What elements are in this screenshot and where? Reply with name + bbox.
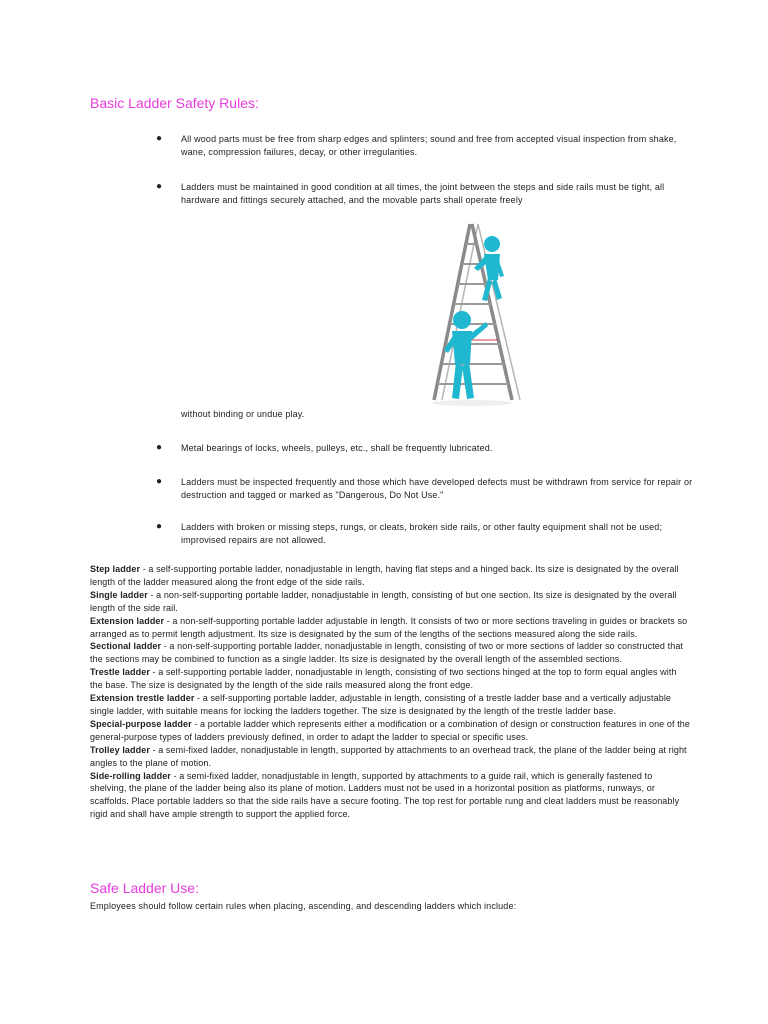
definition-paragraph — [90, 640, 690, 666]
section-heading-safe-use: Safe Ladder Use: — [90, 880, 199, 896]
definition-paragraph — [90, 770, 690, 822]
bullet-text: Ladders must be inspected frequently and those which have developed defects must be withdrawn from service for repair or destruction and tagged or marked as "Dangerous, Do Not Use." — [181, 477, 693, 500]
definition-text: - a self-supporting portable ladder, nonadjustable in length, consisting of two sections hinged at the top to form equal angles with the base. The size is designated by the length of the side rails measured along the front edge. — [90, 667, 677, 691]
definition-text: - a non-self-supporting portable ladder, nonadjustable in length, consisting of two or more sections of ladder so constructed that the sections may be combined to function as a single ladder. Its size is designated by the overall length of the assembled sections. — [90, 641, 684, 665]
definition-paragraph — [90, 615, 690, 641]
bullet-icon: ● — [156, 133, 163, 144]
list-item — [150, 521, 695, 546]
bullet-text: Metal bearings of locks, wheels, pulleys, etc., shall be frequently lubricated. — [181, 443, 493, 453]
definition-term: Single ladder — [90, 589, 148, 600]
definition-paragraph — [90, 563, 690, 589]
bullet-text: All wood parts must be free from sharp edges and splinters; sound and free from accepted visual inspection from shake, wane, compression failures, decay, or other irregularities. — [181, 134, 677, 157]
definition-term: Step ladder — [90, 564, 141, 574]
definition-text: - a non-self-supporting portable ladder adjustable in length. It consists of two or more sections traveling in guides or brackets so arranged as to permit length adjustment. Its size is designated by the sum of the lengths of the sections measured along the side rails. — [90, 615, 688, 639]
definition-term: Trestle ladder — [90, 667, 150, 678]
section-heading-rules: Basic Ladder Safety Rules: — [90, 95, 259, 111]
bullet-text: Ladders with broken or missing steps, rungs, or cleats, broken side rails, or other faulty equipment shall not be used; improvised repairs are not allowed. — [181, 522, 663, 545]
list-item — [150, 442, 695, 455]
definition-term: Extension ladder — [90, 615, 165, 626]
definition-text: - a portable ladder which represents either a modification or a combination of design or construction features in one of the general-purpose types of ladders previously defined, in order to adapt the ladder to special or specific uses. — [90, 718, 691, 742]
definition-paragraph — [90, 718, 690, 744]
list-item — [150, 476, 695, 501]
definition-paragraph — [90, 666, 690, 692]
bullet-icon: ● — [156, 442, 163, 453]
definition-text: - a semi-fixed ladder, nonadjustable in length, supported by attachments to a guide rail, which is generally fastened to shelving, the plane of the ladder being also its plane of motion. Ladders must not be used in a horizontal position as platforms, runways, or scaffolds. Place portable ladders so that the side rails have a secure footing. The top rest for portable rung and cleat ladders must be reasonably rigid and shall have ample strength to support the applied force. — [90, 770, 680, 820]
bullet-icon: ● — [156, 181, 163, 192]
definition-paragraph — [90, 692, 690, 718]
definition-paragraph — [90, 589, 690, 615]
list-item — [150, 133, 695, 158]
intro-paragraph: Employees should follow certain rules when placing, ascending, and descending ladders which include: — [90, 901, 517, 911]
definition-term: Side-rolling ladder — [90, 770, 171, 781]
bullet-icon: ● — [156, 476, 163, 487]
definition-text: - a self-supporting portable ladder, nonadjustable in length, having flat steps and a hinged back. Its size is designated by the overall length of the ladder measured along the front edge of the side rails. — [90, 564, 679, 587]
definition-text: - a semi-fixed ladder, nonadjustable in length, supported by attachments to an overhead track, the plane of the ladder being at right angles to the plane of motion. — [90, 744, 687, 768]
definition-text: - a non-self-supporting portable ladder, nonadjustable in length, consisting of but one section. Its size is designated by the overall length of the side rail. — [90, 589, 677, 613]
bullet-icon: ● — [156, 521, 163, 532]
definition-paragraph — [90, 744, 690, 770]
bullet-continuation: without binding or undue play. — [181, 409, 305, 419]
definition-text: - a self-supporting portable ladder, adjustable in length, consisting of a trestle ladder base and a vertically adjustable single ladder, with suitable means for locking the ladders together. The size is designated by the length of the trestle ladder base. — [90, 693, 672, 716]
definition-term: Sectional ladder — [90, 641, 162, 652]
list-item — [150, 181, 695, 206]
definitions-block — [90, 563, 690, 821]
ladder-illustration — [412, 218, 542, 408]
definition-term: Special-purpose ladder — [90, 718, 192, 729]
definition-term: Extension trestle ladder — [90, 693, 195, 704]
bullet-text: Ladders must be maintained in good condition at all times, the joint between the steps and side rails must be tight, all hardware and fittings securely attached, and the movable parts shall operate freely — [181, 182, 665, 205]
definition-term: Trolley ladder — [90, 744, 150, 755]
